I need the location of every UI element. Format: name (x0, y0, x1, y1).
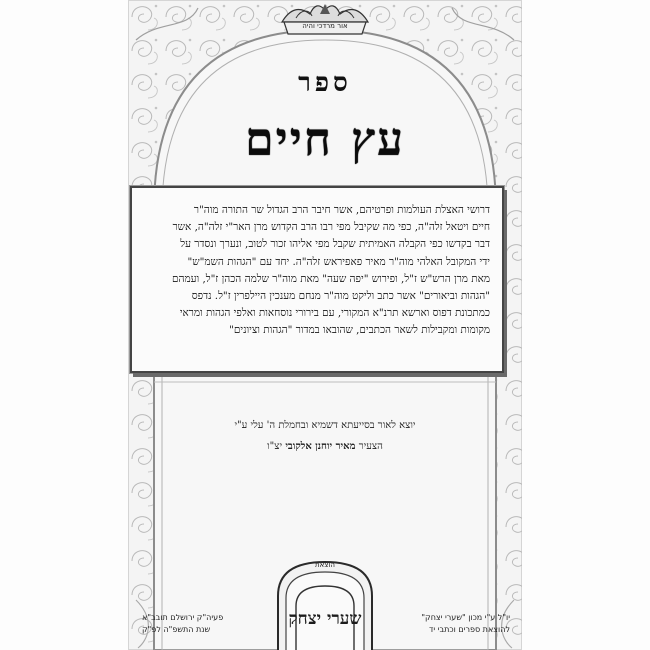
publisher-seal-logo (260, 556, 390, 650)
description-line: מקומות ומקבילות לשאר הכתבים, שהובאו במדור "הגהות וציונים" (229, 324, 490, 337)
description-line: חיים ויטאל זלה"ה, כפי מה שקיבל מפי רבו הרב הקדוש מרן האר"י זלה"ה, אשר (172, 221, 490, 234)
seal-top-label: הוצאת (315, 561, 335, 569)
footer-left-line: שנת התשפ"ה לפ"ק (142, 625, 211, 634)
sefer-heading: ספר (298, 68, 352, 98)
publisher-line (128, 441, 522, 452)
description-line: דבר בקדשו כפי הקבלה האמיתית שקבל מפי אליהו זכור לטוב, ונערך ונסדר על (180, 238, 490, 251)
crown-label: אור מרדכי והיה (302, 22, 348, 30)
description-line: מאת מרן הרש"ש ז"ל, ופירוש "יפה שעה" מאת מוה"ר שלמה הכהן ז"ל, ועמהם (172, 272, 490, 285)
description-text (146, 202, 490, 340)
footer-left (142, 612, 252, 636)
description-line: "הגהות וביאורים" אשר כתב וליקט מוה"ר מנחם מענכין היילפרין ז"ל. נדפס (191, 290, 490, 303)
publisher-suffix: יצ"ו (267, 441, 283, 452)
publisher-prefix: הצעיר (358, 441, 383, 452)
book-title: עץ חיים (244, 112, 406, 166)
crown-ornament (276, 0, 374, 40)
footer-right-line: יו"ל ע"י מכון "שערי יצחק" (421, 613, 510, 622)
book-cover-page (128, 0, 522, 650)
description-line: כמתכונת דפוס וארשא תרנ"א המקורי, עם בירורי נוסחאות ואלפי הגהות ומראי (179, 307, 490, 320)
publish-line: יוצא לאור בסייעתא דשמיא ובחמלת ה' עלי ע"י (234, 420, 416, 431)
publisher-name: מאיר יוחנן אלקובי (285, 441, 356, 452)
footer-right (400, 612, 510, 636)
footer-left-line: פעיה"ק ירושלם תובב"א (142, 613, 224, 622)
footer-right-line: להוצאת ספרים וכתבי יד (429, 625, 510, 634)
seal-name: שערי יצחק (288, 609, 362, 629)
description-box (130, 186, 504, 373)
description-line: ידי המקובל האלהי מוה"ר מאיר פאפיראש זלה"ה. יחד עם "הגהות השמ"ש" (187, 255, 490, 268)
description-line: דרושי האצלת העולמות ופרטיהם, אשר חיבר הרב הגדול שר התורה מוה"ר (193, 204, 490, 216)
